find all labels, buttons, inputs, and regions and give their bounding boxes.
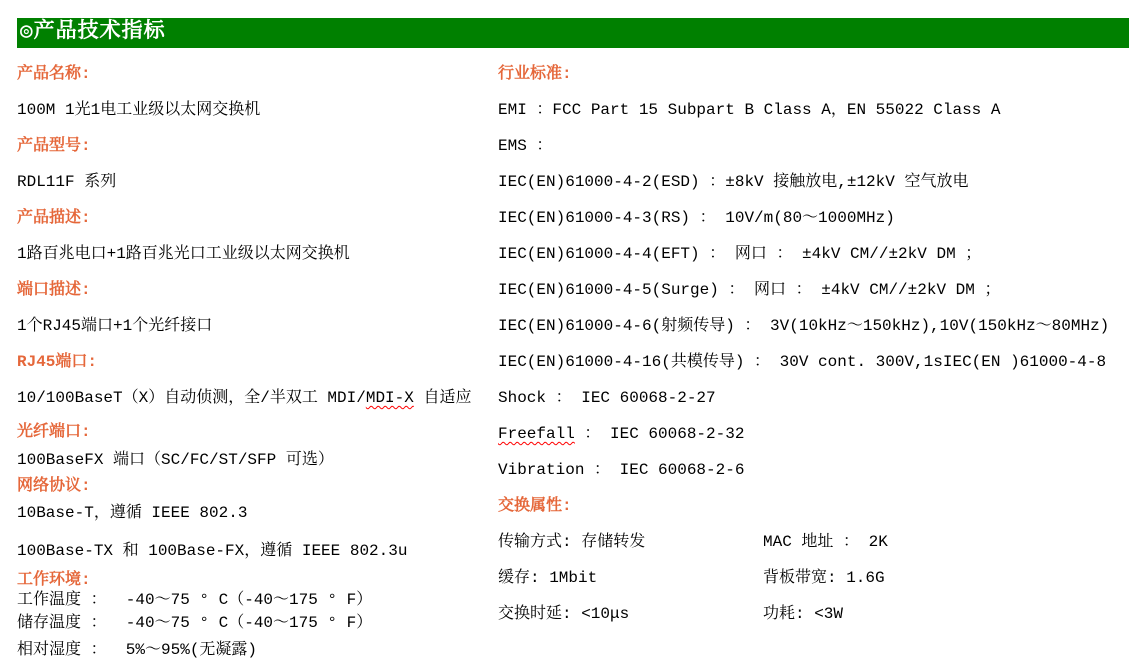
switch-properties-row [498, 570, 1132, 587]
spec-heading-operating-environment: 工作环境: [17, 571, 91, 589]
spec-value-shock: Shock ： IEC 60068-2-27 [498, 389, 716, 407]
left-spec-column [17, 66, 490, 659]
section-header-banner [17, 18, 1129, 48]
spec-value-product-model: RDL11F 系列 [17, 173, 117, 191]
spec-value-operating-temperature: 工作温度 ： -40～75 ° C（-40～175 ° F） [17, 591, 373, 609]
spec-value-port-description: 1个RJ45端口+1个光纤接口 [17, 317, 213, 335]
spec-value-mac-address: MAC 地址 ： 2K [763, 533, 888, 551]
spec-heading-switch-properties: 交换属性: [498, 497, 572, 515]
spec-value-protocol-100base: 100Base-TX 和 100Base-FX，遵循 IEEE 802.3u [17, 542, 408, 560]
spec-value-switch-latency: 交换时延: <10μs [498, 605, 630, 623]
spec-heading-product-description: 产品描述: [17, 209, 91, 227]
switch-properties-row [498, 534, 1132, 551]
spec-heading-network-protocol: 网络协议: [17, 477, 91, 495]
misspelled-word-freefall: Freefall [498, 425, 575, 443]
spec-value-rj45-port [17, 390, 490, 407]
spec-heading-fiber-port: 光纤端口: [17, 423, 91, 441]
spec-value-iec-common-mode: IEC(EN)61000-4-16(共模传导) ： 30V cont. 300V,1sIEC(EN )61000-4-8 [498, 353, 1107, 371]
spec-value-protocol-10base-t: 10Base-T，遵循 IEEE 802.3 [17, 504, 248, 522]
spec-value-product-name: 100M 1光1电工业级以太网交换机 [17, 101, 261, 119]
misspelled-word-mdi-x: MDI-X [365, 389, 414, 407]
spec-value-vibration: Vibration ： IEC 60068-2-6 [498, 461, 745, 479]
section-header-title: ◎产品技术指标 [20, 21, 166, 44]
spec-value-iec-esd: IEC(EN)61000-4-2(ESD) ：±8kV 接触放电,±12kV 空气放电 [498, 173, 969, 191]
spec-heading-product-model: 产品型号: [17, 137, 91, 155]
spec-heading-port-description: 端口描述: [17, 281, 91, 299]
spec-value-storage-temperature: 储存温度 ： -40～75 ° C（-40～175 ° F） [17, 614, 373, 632]
spec-value-power-consumption: 功耗: <3W [763, 605, 844, 623]
spec-value-iec-rf-conduction: IEC(EN)61000-4-6(射频传导) ： 3V(10kHz～150kHz),10V(150kHz～80MHz) [498, 317, 1110, 335]
freefall-detail-post: ： IEC 60068-2-32 [574, 425, 745, 443]
spec-heading-industry-standards: 行业标准: [498, 65, 572, 83]
spec-value-ems: EMS ： [498, 137, 553, 155]
spec-value-iec-surge: IEC(EN)61000-4-5(Surge) ： 网口 ： ±4kV CM//±2kV DM ； [498, 281, 1001, 299]
rj45-detail-pre: 10/100BaseT（X）自动侦测，全/半双工 MDI/ [17, 389, 366, 407]
spec-value-iec-eft: IEC(EN)61000-4-4(EFT) ： 网口 ： ±4kV CM//±2kV DM ； [498, 245, 982, 263]
spec-heading-product-name: 产品名称: [17, 65, 91, 83]
spec-value-product-description: 1路百兆电口+1路百兆光口工业级以太网交换机 [17, 245, 350, 263]
switch-properties-row [498, 606, 1132, 623]
spec-value-fiber-port: 100BaseFX 端口（SC/FC/ST/SFP 可选） [17, 451, 334, 469]
right-spec-column [498, 66, 1132, 642]
spec-value-transmission-mode: 传输方式: 存储转发 [498, 533, 646, 551]
spec-value-buffer: 缓存: 1Mbit [498, 569, 598, 587]
rj45-detail-post: 自适应 [413, 389, 472, 407]
spec-value-relative-humidity: 相对湿度 ： 5%～95%(无凝露) [17, 641, 258, 659]
spec-value-emi: EMI ：FCC Part 15 Subpart B Class A，EN 55022 Class A [498, 101, 1001, 119]
spec-heading-rj45-port: RJ45端口: [17, 353, 98, 371]
spec-value-freefall [498, 426, 1132, 443]
spec-value-backplane-bandwidth: 背板带宽: 1.6G [763, 569, 885, 587]
spec-value-iec-rs: IEC(EN)61000-4-3(RS) ： 10V/m(80～1000MHz) [498, 209, 895, 227]
